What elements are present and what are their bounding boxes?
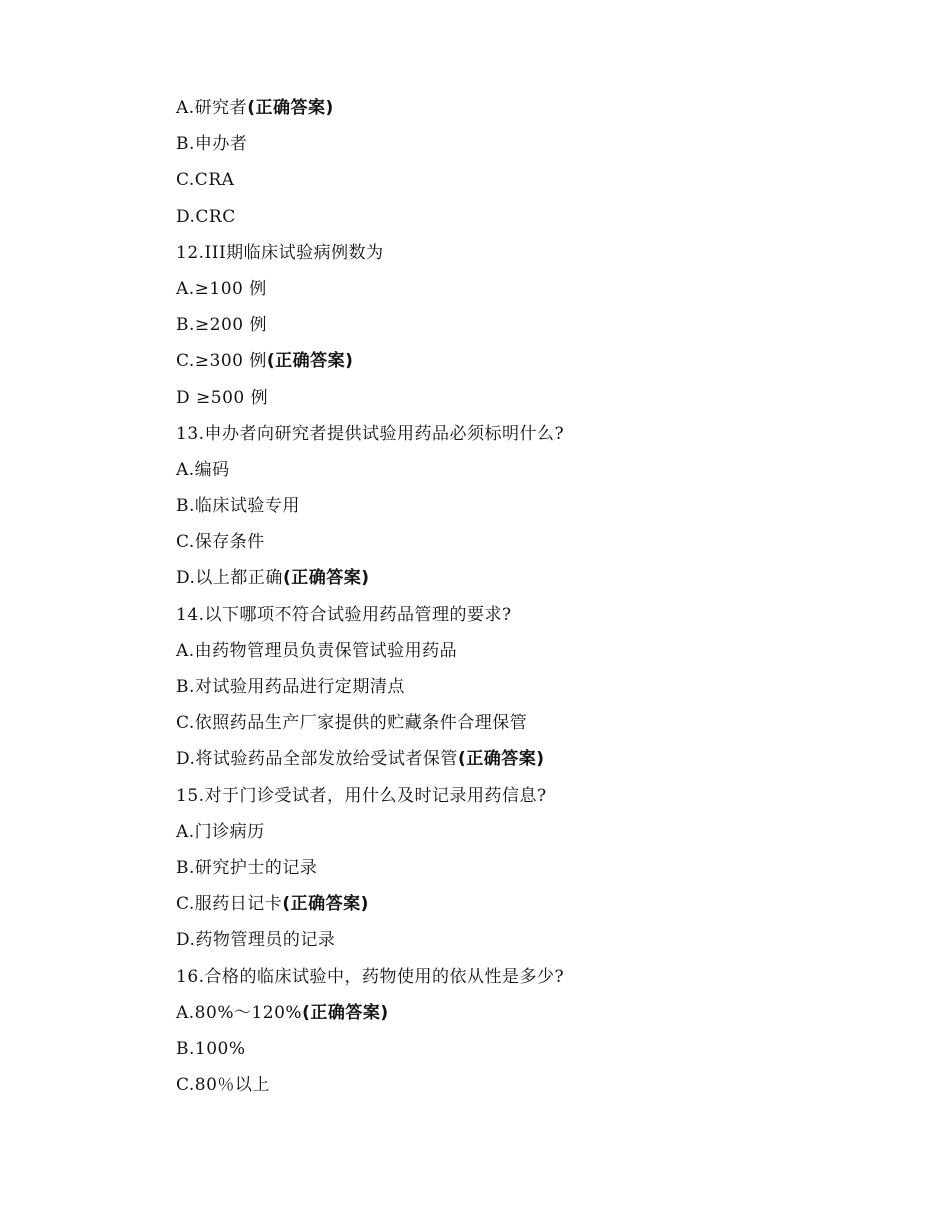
line-text: A.编码 bbox=[176, 459, 230, 480]
line-text: 15.对于门诊受试者，用什么及时记录用药信息? bbox=[176, 785, 547, 806]
line-text: 12.III期临床试验病例数为 bbox=[176, 242, 384, 263]
answer-option bbox=[176, 639, 876, 675]
answer-option bbox=[176, 856, 876, 892]
correct-answer-mark: (正确答案) bbox=[247, 98, 334, 118]
line-text: C.≥300 例 bbox=[176, 351, 267, 372]
answer-option bbox=[176, 1001, 876, 1037]
correct-answer-mark: (正确答案) bbox=[302, 1002, 389, 1023]
line-text: A.门诊病历 bbox=[176, 821, 265, 842]
line-text: A.研究者 bbox=[176, 98, 248, 118]
answer-option bbox=[176, 892, 876, 928]
answer-option bbox=[176, 458, 876, 494]
line-text: B.研究护士的记录 bbox=[176, 857, 318, 878]
answer-option bbox=[176, 96, 876, 132]
answer-option bbox=[176, 205, 876, 241]
line-text: D ≥500 例 bbox=[176, 387, 269, 408]
line-text: A.80%～120% bbox=[176, 1002, 303, 1023]
answer-option bbox=[176, 313, 876, 349]
line-text: A.由药物管理员负责保管试验用药品 bbox=[176, 640, 458, 661]
line-text: D.将试验药品全部发放给受试者保管 bbox=[176, 749, 458, 770]
answer-option bbox=[176, 1073, 876, 1109]
line-text: C.依照药品生产厂家提供的贮藏条件合理保管 bbox=[176, 713, 528, 734]
answer-option bbox=[176, 530, 876, 566]
answer-option bbox=[176, 386, 876, 422]
line-text: B.对试验用药品进行定期清点 bbox=[176, 677, 405, 697]
line-text: C.保存条件 bbox=[176, 532, 265, 553]
answer-option bbox=[176, 711, 876, 747]
answer-option bbox=[176, 675, 876, 711]
question-text bbox=[176, 241, 876, 277]
answer-option bbox=[176, 277, 876, 313]
line-text: B.临床试验专用 bbox=[176, 496, 300, 517]
correct-answer-mark: (正确答案) bbox=[282, 894, 369, 915]
question-list bbox=[176, 96, 876, 1109]
correct-answer-mark: (正确答案) bbox=[266, 351, 354, 372]
answer-option bbox=[176, 820, 876, 856]
answer-option bbox=[176, 566, 876, 602]
line-text: A.≥100 例 bbox=[176, 278, 267, 299]
line-text: C.CRA bbox=[176, 170, 235, 191]
answer-option bbox=[176, 494, 876, 530]
line-text: C.80％以上 bbox=[176, 1075, 270, 1096]
line-text: B.100% bbox=[176, 1038, 246, 1059]
line-text: B.申办者 bbox=[176, 134, 248, 155]
line-text: D.CRC bbox=[176, 206, 236, 227]
answer-option bbox=[176, 349, 876, 385]
question-text bbox=[176, 422, 876, 458]
question-text bbox=[176, 965, 876, 1001]
question-text bbox=[176, 784, 876, 820]
line-text: D.药物管理员的记录 bbox=[176, 930, 336, 951]
correct-answer-mark: (正确答案) bbox=[282, 568, 370, 589]
line-text: 14.以下哪项不符合试验用药品管理的要求? bbox=[176, 604, 512, 625]
answer-option bbox=[176, 1037, 876, 1073]
line-text: C.服药日记卡 bbox=[176, 894, 283, 915]
question-text bbox=[176, 603, 876, 639]
line-text: 16.合格的临床试验中，药物使用的依从性是多少? bbox=[176, 966, 565, 987]
line-text: B.≥200 例 bbox=[176, 315, 267, 336]
line-text: 13.申办者向研究者提供试验用药品必须标明什么? bbox=[176, 423, 565, 444]
answer-option bbox=[176, 928, 876, 964]
correct-answer-mark: (正确答案) bbox=[457, 749, 545, 770]
answer-option bbox=[176, 168, 876, 204]
line-text: D.以上都正确 bbox=[176, 568, 283, 589]
answer-option bbox=[176, 132, 876, 168]
answer-option bbox=[176, 747, 876, 783]
